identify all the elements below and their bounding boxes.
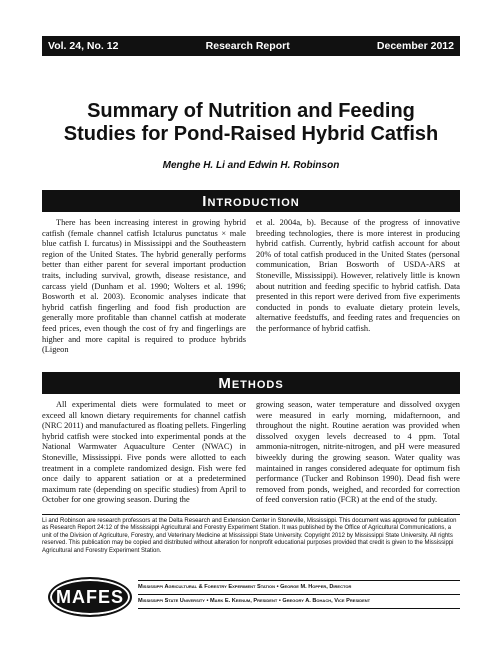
authors: Menghe H. Li and Edwin H. Robinson [162,160,340,171]
footer-rule-top [138,580,460,581]
header-bar [42,36,460,56]
title-line-1: Summary of Nutrition and Feeding [87,100,415,122]
date-label: December 2012 [376,40,454,52]
footer-rule-middle [138,594,460,595]
footer-university-line: Mississippi State University • Mark E. Keenum, President • Gregory A. Bohach, Vice President [138,598,371,604]
intro-column-2 [256,218,460,335]
mafes-logo [48,577,132,617]
methods-paragraph-1: All experimental diets were formulated to meet or exceed all known dietary requirements for channel catfish (NRC 2011) and manufactured as floating pellets. Fingerling hybrid catfish were stocked into experimental ponds at the National Warmwater Aquaculture Center (NWAC) in Stoneville, Mississippi. Five ponds were allotted to each treatment in a complete randomized design. Fish were fed once daily to apparent satiation or at a predetermined maximum rate (depending on specific studies) from April to October for one growing season. During the [42,400,246,505]
logo-text: MAFES [56,586,124,607]
methods-heading: Methods [42,372,460,394]
page-title [42,100,460,146]
volume-label: Vol. 24, No. 12 [48,40,119,52]
footer-rule-bottom [138,608,460,609]
intro-paragraph-2: et al. 2004a, b). Because of the progress of innovative breeding technologies, there is more interest in producing hybrid catfish. Currently, hybrid catfish account for about 20% of total catfish produced in the United States (personal communication, Brian Bosworth of USDA-ARS at Stoneville, Mississippi). However, relatively little is known about nutrition and feeding specific to hybrid catfish. Data presented in this report were derived from five experiments conducted in ponds to evaluate dietary protein levels, alternative feedstuffs, and feeding rates and frequencies on the performance of hybrid catfish. [256,218,460,333]
methods-column-1 [42,400,246,506]
methods-column-2 [256,400,460,506]
intro-column-1 [42,218,246,356]
intro-paragraph-1: There has been increasing interest in growing hybrid catfish (female channel catfish Ictalurus punctatus × male blue catfish I. furcatus) in Mississippi and the Southeastern region of the United States. The hybrid generally performs better than either parent for several important production traits, including survival, growth, disease resistance, and carcass yield (Dunham et al. 1990; Wolters et al. 1996; Bosworth et al. 2003). Economic analyses indicate that hybrid catfish fingerling and food fish production are generally more profitable than channel catfish at moderate feed prices, even though the cost of fry and fingerlings are higher and more capital is required to produce hybrids (Ligeon [42,218,246,355]
methods-paragraph-2: growing season, water temperature and dissolved oxygen were measured in early morning, midafternoon, and throughout the night. Routine aeration was provided when dissolved oxygen levels decreased to 4 ppm. Total ammonia-nitrogen, nitrite-nitrogen, and pH were measured biweekly during the growing season. Water quality was maintained in ranges considered adequate for optimum fish performance (Tucker and Robinson 1990). Dead fish were removed from ponds, weighed, and recorded for correction of feed conversion ratio (FCR) at the end of the study. [256,400,460,505]
footer-station-line: Mississippi Agricultural & Forestry Experiment Station • George M. Hopper, Director [138,584,352,590]
title-line-2: Studies for Pond-Raised Hybrid Catfish [63,123,439,145]
series-label: Research Report [205,40,290,52]
footnote-rule [42,514,460,515]
footnote: Li and Robinson are research professors at the Delta Research and Extension Center in Stoneville, Mississippi. This document was approved for publication as Research Report 24:12 of the Mississippi Agricultural and Forestry Experiment Station. It was published by the Office of Agricultural Communications, a unit of the Division of Agriculture, Forestry, and Veterinary Medicine at Mississippi State University. Copyright 2012 by Mississippi State University. All rights reserved. This publication may be copied and distributed without alteration for nonprofit educational purposes provided that credit is given to the Mississippi Agricultural and Forestry Experiment Station. [42,518,457,554]
intro-heading: Introduction [42,190,460,212]
